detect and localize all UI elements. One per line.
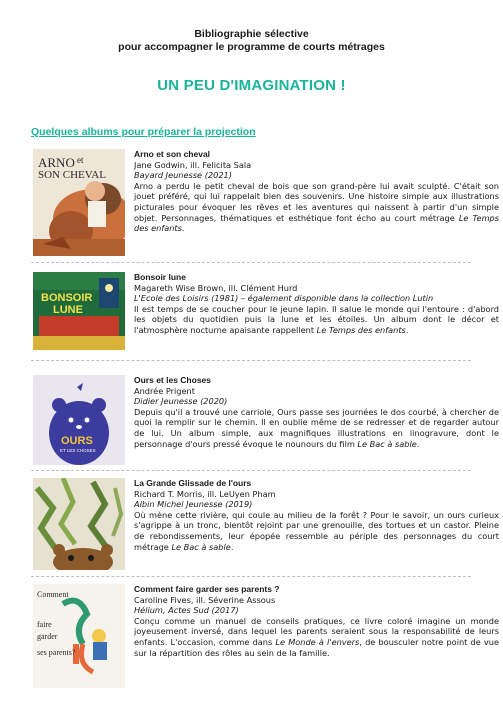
book-text-1 [134, 149, 499, 234]
book-text-2 [134, 272, 499, 336]
cover-title-parents: ses parents? [37, 648, 76, 657]
cover-title-faire: faire [37, 620, 52, 629]
book-description: Il est temps de se coucher pour le jeune lapin. Il salue le monde qui l'entoure : d'abord les objets du quotidien puis la lune et les étoiles. Un album dont le décor et l'atmosphère nocturne apaisante rappellent Le Temps des enfants. [134, 303, 499, 335]
book-entry-5 [31, 584, 500, 694]
book-entry-3 [31, 375, 499, 470]
book-authors: Jane Godwin, ill. Felicita Sala [134, 159, 252, 170]
divider [31, 360, 471, 361]
book-title: Arno et son cheval [134, 149, 211, 159]
film-title: Le Temps des enfants [134, 212, 500, 234]
book-title: Comment faire garder ses parents ? [134, 584, 280, 594]
book-cover-comment-faire [33, 584, 125, 688]
cover-title-choses: ET LES CHOSES [60, 448, 96, 453]
cover-title-ours: OURS [61, 435, 93, 447]
book-entry-4 [31, 478, 499, 578]
book-description: Conçu comme un manuel de conseils pratiques, ce livre coloré imagine un monde joyeusement inversé, dans lequel les parents seraient sous la responsabilité de leurs enfants. L'occasion, comme dans Le Monde à l'envers, de bousculer notre point de vue sur la répartition des rôles au sein de la famille. [134, 615, 500, 658]
book-text-3 [134, 375, 499, 449]
section-heading: Quelques albums pour préparer la projection [31, 126, 256, 138]
divider [31, 470, 471, 471]
header-line-2: pour accompagner le programme de courts métrages [118, 41, 385, 53]
cover-title-lune: LUNE [53, 304, 83, 316]
book-title: La Grande Glissade de l'ours [134, 478, 252, 488]
book-cover-bonsoir-lune [33, 272, 125, 350]
divider [31, 576, 471, 577]
cover-title-arno: ARNO [38, 155, 75, 170]
page-title: UN PEU D'IMAGINATION ! [157, 77, 346, 94]
header-line-1: Bibliographie sélective [194, 28, 309, 40]
book-authors: Magareth Wise Brown, ill. Clément Hurd [134, 282, 298, 293]
cover-title-arno-cheval: SON CHEVAL [38, 169, 106, 181]
book-publisher: Bayard Jeunesse (2021) [134, 170, 232, 181]
book-authors: Andrée Prigent [134, 385, 195, 396]
book-entry-1 [31, 149, 500, 264]
book-description: Depuis qu'il a trouvé une carriole, Ours passe ses journées le dos courbé, à chercher de quoi la remplir sur le chemin. Il en oublie même de se redresser et de regarder autour de lui. Un album simple, aux magnifiques illustrations en linogravure, dont le personnage d'ours pressé évoque le nounours du film Le Bac à sable. [134, 406, 499, 449]
book-authors: Caroline Fives, ill. Séverine Assous [134, 594, 276, 605]
book-cover-ours [33, 375, 125, 465]
book-publisher: Didier Jeunesse (2020) [134, 396, 228, 407]
book-cover-grande-glissade [33, 478, 125, 570]
header [0, 28, 503, 54]
book-cover-arno [33, 149, 125, 256]
book-publisher: L'Ecole des Loisirs (1981) – également disponible dans la collection Lutin [134, 293, 434, 304]
book-text-5 [134, 584, 499, 658]
film-title: Le Bac à sable [357, 438, 417, 449]
book-publisher: Albin Michel Jeunesse (2019) [134, 499, 253, 510]
film-title: Le Bac à sable [171, 541, 231, 552]
film-title: Le Monde à l'envers [275, 636, 360, 647]
cover-title-comment: Comment [37, 590, 69, 599]
cover-title-bonsoir: BONSOIR [41, 292, 93, 304]
cover-title-garder: garder [37, 632, 58, 641]
book-title: Bonsoir lune [134, 272, 186, 282]
film-title: Le Temps des enfants [316, 324, 406, 335]
cover-title-arno-et: et [77, 155, 84, 165]
divider [31, 262, 471, 263]
book-entry-2 [31, 272, 499, 362]
book-description: Où mène cette rivière, qui coule au milieu de la forêt ? Pour le savoir, un ours curieux s'agrippe à un tronc, bientôt rejoint par une grenouille, des tortues et un castor. Pleine de rebondissements, leur épopée ressemble au périple des personnages du court métrage Le Bac à sable. [134, 509, 499, 552]
book-text-4 [134, 478, 499, 552]
book-authors: Richard T. Morris, ill. LeUyen Pham [134, 488, 276, 499]
book-publisher: Hélium, Actes Sud (2017) [134, 605, 239, 616]
book-description: Arno a perdu le petit cheval de bois que son grand-père lui avait sculpté. C'était son jouet préféré, qui lui rappelait bien des souvenirs. Une histoire simple aux illustrations picturales pour évoquer les rêves et les aventures qui naissent à partir d'un simple objet. Personnages, thématiques et esthétique font écho au court métrage Le Temps des enfants. [134, 180, 500, 234]
book-title: Ours et les Choses [134, 375, 212, 385]
